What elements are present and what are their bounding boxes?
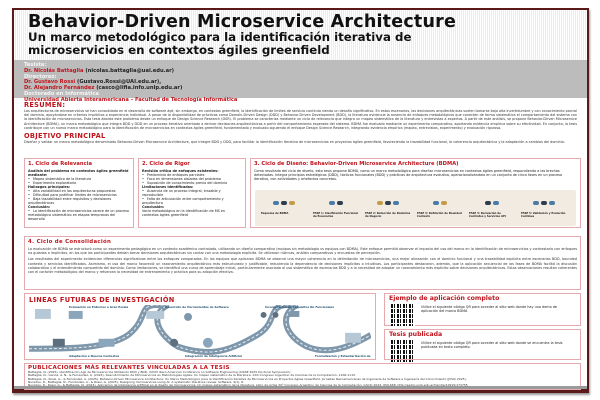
- futura-item: Evaluación en Entornos a Gran Escala: [69, 305, 129, 309]
- futuras-heading: LINEAS FUTURAS DE INVESTIGACIÓN: [29, 296, 175, 304]
- list-item: • Alta variabilidad en las arquitecturas propuestas: [28, 189, 130, 193]
- cycles-row: [24, 158, 581, 228]
- tesista-name: Dr. Nicolás Battaglia: [24, 67, 84, 74]
- api-contract-icon: [469, 194, 515, 212]
- cycle-rigor-conclusion-text: Vacío metodológico en la identificación de MS en contextos ágiles greenfield: [142, 209, 226, 217]
- ejemplo-section: [384, 293, 581, 326]
- ejemplo-text: Utilice el siguiente código QR para acceder al sitio web donde hay una demo de aplicación del marco BDMA: [421, 305, 557, 313]
- publicacion-item: Battaglia, N., Rossi, G., & Fernández, A. (2025). Behavior-Driven Microservice Architecture: Un Marco Metodológico para la Identificación Iterativa de Microservicios en Proyectos Ágiles Greenfield. Jornadas Iberoamericanas de Ingeniería de Software e Ingeniería del Conocimiento (JIISIC 2025).: [28, 376, 467, 381]
- cycle-relevancia-box: [24, 158, 134, 228]
- title-band: [14, 10, 587, 60]
- tesista-email[interactable]: (nicolas.battaglia@uai.edu.ar): [85, 67, 175, 74]
- list-item: • Mapeo sistemático de la literatura: [28, 177, 130, 181]
- futura-item: Adaptación a Nuevos Contextos: [69, 354, 120, 358]
- futura-item: Desarrollo de Herramientas de Software: [165, 305, 229, 309]
- diagram-step: FASE 3: Definición de Bounded Contexts: [417, 194, 463, 224]
- futura-item: Formalización y Estandarización de: [315, 354, 371, 358]
- resumen-heading: RESUMEN:: [24, 101, 66, 109]
- domains-icon: [365, 194, 411, 212]
- cycle-relevancia-body: [25, 169, 133, 221]
- cycle-relevancia-heading: 1. Ciclo de Relevancia: [28, 161, 92, 167]
- cycle-rigor-box: [138, 158, 246, 228]
- cycle-rigor-heading: 2. Ciclo de Rigor: [142, 161, 190, 167]
- objetivo-heading: OBJETIVO PRINCIPAL: [24, 132, 106, 141]
- list-item: • Baja trazabilidad entre requisitos y decisiones arquitectónicas: [28, 197, 130, 205]
- list-item: • Predominio de enfoques parciales: [142, 173, 242, 177]
- director1-email[interactable]: (Gustavo.Rossi@UAI.edu.ar),: [77, 79, 162, 86]
- director2-name: Dr. Alejandro Fernández: [24, 85, 95, 92]
- futura-item: Incorporación de Requisitos No Funcionales: [265, 305, 335, 309]
- list-item: • Suposición de conocimiento previo del dominio: [142, 181, 242, 185]
- consolidacion-text-2: Los resultados del experimento evidencian diferencias significativas entre los enfoques comparados. En los equipos que aplicaron BDMA se observó una mayor coherencia en la delimitación de microservicios, una mejor alineación con el dominio funcional y una trazabilidad explícita entre escenarios BDD, bounded contexts y servicios identificados. Asimismo, el uso del marco favoreció un razonamiento arquitectónico más estructurado y justificable, reduciendo la dependencia de decisiones implícitas o intuitivas. Los participantes destacaron, además, que la aplicación secuencial de las fases de BDMA facilitó la discusión colaborativa y el entendimiento compartido del dominio. Como limitaciones, se identificó una curva de aprendizaje inicial, particularmente asociada al uso sistemático de escenarios BDD y a la necesidad de adoptar un razonamiento más explícito sobre decisiones arquitectónicas. Estas observaciones resultan coherentes con el carácter metodológico del marco y refuerzan la necesidad de entrenamiento y práctica para su adopción efectiva.: [28, 257, 577, 275]
- diagram-step: FASE 4: Derivación de Contratos y Servicios API: [469, 194, 515, 224]
- program: Doctorado en Informática: [24, 90, 99, 97]
- tesis-heading: Tesis publicada: [389, 331, 443, 338]
- cycle-relevancia-findings: Hallazgos principales:: [28, 185, 71, 189]
- ejemplo-heading: Ejemplo de aplicación completo: [389, 295, 500, 302]
- objetivo-section: [14, 130, 587, 144]
- cycle-rigor-findings: Limitaciones identificadas:: [142, 185, 194, 189]
- bdma-phases-diagram: [255, 190, 576, 226]
- resumen-text: Las arquitecturas de microservicios se han consolidado en el desarrollo de software ágil; sin embargo, en contextos greenfield, la identificación de límites de servicio continúa siendo un desafío significativo. En estos escenarios, las decisiones arquitectónicas suelen tomarse bajo alta incertidumbre y con conocimiento parcial del dominio, apoyándose en criterios implícitos o experiencia individual. A pesar de la disponibilidad de prácticas como Domain-Driven Design (DDD) y Behavior-Driven Development (BDD), la literatura evidencia la ausencia de enfoques metodológicos que conecten de forma sistemática el comportamiento del sistema con la identificación de microservicios. Esta tesis aborda este problema desde un enfoque de Design Science Research (DSR). El problema se caracteriza mediante un ciclo de relevancia que integra un mapeo sistemático de la literatura y entrevistas a expertos. A partir de este análisis, se propone Behavior-Driven Microservice Architecture (BDMA), un marco metodológico que integra BDD y DDD en un proceso iterativo orientado a derivar decisiones arquitectónicas a partir del comportamiento esperado del sistema. BDMA fue evaluado mediante un experimento comparativo, aportando evidencia empírica sobre su efectividad. En conjunto, la tesis contribuye con un nuevo marco metodológico para la identificación de microservicios en contextos ágiles greenfield, fundamentado y evaluado siguiendo el enfoque Design Science Research, integrando evidencia empírica (mapeo, entrevistas, experimento) y evaluación rigurosa.: [24, 109, 577, 130]
- publicacion-item: Battaglia, N. (2025). Identificación Ágil de Microservicios Utilizando DDD y BDD. XXVIII Ibero-American Conference on Software Engineering (CIbSE 2025 Doctoral Symposium).: [28, 370, 292, 374]
- diagram-step: FASE 2: Detección de Dominios de Negocio: [365, 194, 411, 224]
- list-item: • Ausencia de un proceso integral, trazable y reproducible: [142, 189, 242, 197]
- list-item: • La identificación de microservicios carece de un proceso metodológico sistemático en etapas tempranas del desarrollo: [28, 209, 130, 221]
- list-item: • Foco en dimensiones aisladas del problema: [142, 177, 242, 181]
- futura-item: Integración de Inteligencia Artificial: [185, 354, 242, 358]
- cycle-diseno-box: [250, 158, 581, 228]
- qr-code-icon[interactable]: [391, 340, 415, 362]
- director1-name: Dr. Gustavo Rossi: [24, 79, 76, 86]
- bounded-context-icon: [417, 194, 463, 212]
- cycle-rigor-conclusion: Conclusión:: [142, 205, 165, 209]
- cycle-relevancia-conclusion: Conclusión:: [28, 205, 51, 209]
- objetivo-text: Diseñar y validar un marco metodológico denominado Behavior-Driven Microservice Architecture, que integre BDD y DDD, para facilitar la identificación iterativa de microservicios en proyectos ágiles greenfield, favoreciendo la trazabilidad funcional, la coherencia arquitectónica y la adaptación a cambios del dominio.: [24, 140, 565, 145]
- cycle-rigor-intro: Revisión crítica de enfoques existentes:: [142, 169, 219, 173]
- consolidacion-section: [24, 236, 581, 290]
- consolidacion-text-1: La evaluación de BDMA se estructuró como un experimento pedagógico en un contexto académico controlado, utilizando un diseño comparativo (equipos sin metodología vs equipos con BDMA). Este enfoque permitió observar el impacto del uso del marco en la identificación de microservicios y contrastarlo con enfoques no guiados o implícitos, en los que los participantes debían tomar decisiones arquitectónicas sin contar con una metodología explícita. Se utilizaron rúbricas, análisis comparativos y encuestas de percepción.: [28, 247, 577, 256]
- diagram-step: Esquema de BDMA: [261, 194, 307, 224]
- poster-subtitle-line1: Un marco metodológico para la identificación iterativa de: [28, 30, 412, 44]
- roadmap-road-icon: [29, 305, 371, 357]
- tesista-label: Tesista:: [24, 62, 47, 68]
- cluster-icon: [313, 194, 359, 212]
- network-icon: [261, 194, 307, 212]
- diagram-step: FASE 5: Validación y Evolución Continua: [521, 194, 567, 224]
- director2-email[interactable]: (casco@lifia.info.unlp.edu.ar): [96, 85, 183, 92]
- authors-band: [14, 60, 587, 103]
- diagram-step: FASE 1: Clasificación Funcional de Escenarios: [313, 194, 359, 224]
- tesis-section: [384, 329, 581, 360]
- publicaciones-heading: PUBLICACIONES MÁS RELEVANTES VINCULADAS A LA TESIS: [28, 365, 230, 371]
- institution: Universidad Abierta Interamericana – Facultad de Tecnología Informática: [24, 96, 238, 103]
- poster: [12, 8, 589, 393]
- poster-subtitle-line2: microservicios en contextos ágiles greenfield: [28, 43, 330, 57]
- directores-label: Directores:: [24, 73, 57, 80]
- poster-title: Behavior-Driven Microservice Architecture: [28, 12, 457, 32]
- consolidacion-heading: 4. Ciclo de Consolidación: [28, 239, 112, 245]
- list-item: • Experimento exploratorio: [28, 181, 130, 185]
- cycle-arrows-icon: [521, 194, 567, 212]
- cycle-relevancia-intro: Análisis del problema en contextos ágiles greenfield mediante:: [28, 169, 129, 177]
- tesis-text: Utilice el siguiente código QR para acceder al sitio web donde se encuentra la tesis publicada en texto completo.: [421, 341, 563, 349]
- cycle-diseno-heading: 3. Ciclo de Diseño: Behavior-Driven Microservice Architecture (BDMA): [254, 161, 459, 167]
- cycle-diseno-text: Como resultado del ciclo de diseño, esta tesis propone BDMA, como un marco metodológico para diseñar microservicios en contextos ágiles greenfield, respondiendo a las brechas detectadas. Integra principios estratégicos (DDD), tácticas funcionales (BDD) y prácticas de arquitectura evolutiva, operacionalizándolo en un conjunto de cinco fases en un proceso iterativo, con actividades y artefactos concretos.: [254, 169, 563, 181]
- qr-code-icon[interactable]: [391, 304, 415, 326]
- footer-bar: [14, 386, 587, 389]
- publicacion-item: Nuredau, D., Battaglia, N., Fernández, A., & Rossi, G. (2025). Designing microservices using AI: A systematic literature review. Software, 4(1), 6.: [28, 379, 245, 384]
- publicacion-item: Battaglia, N., Garcia, A. N., & Fernández, A. (2024). Descubrimiento de Microservicios en Metodologías Ágiles: Un mapeo sistemático de la literatura. XXX Congreso Argentino de Ciencias de la Computación, 1106-1115.: [28, 373, 356, 378]
- futuras-section: [24, 293, 376, 360]
- list-item: • Falta de articulación entre comportamiento y arquitectura: [142, 197, 242, 205]
- list-item: • Dificultad para justificar límites de microservicios: [28, 193, 130, 197]
- cycle-rigor-body: [139, 169, 245, 217]
